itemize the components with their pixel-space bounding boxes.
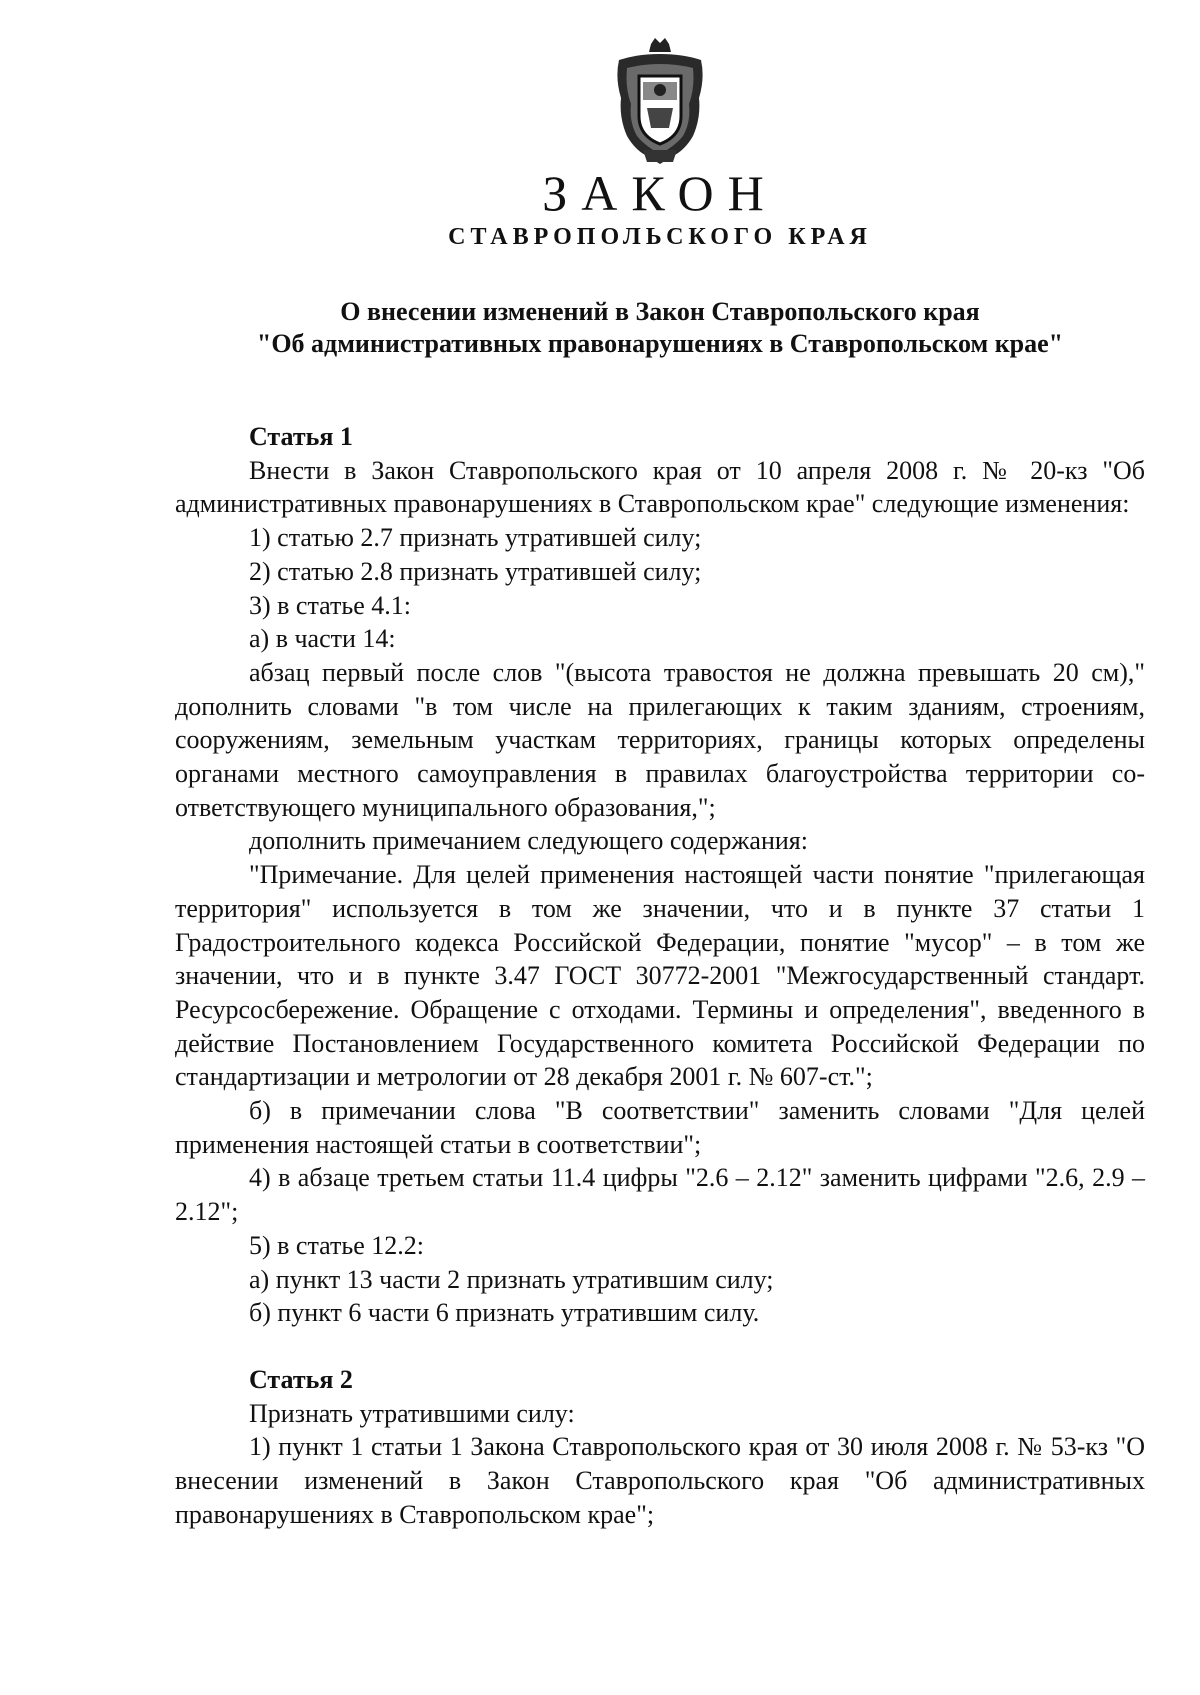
paragraph: 1) статью 2.7 признать утратившей силу; xyxy=(249,523,702,553)
paragraph: Внести в Закон Ставропольского края от 10 апреля 2008 г. № 20-кз "Об административных правонарушениях в Ставропольском крае" следующие изменения: xyxy=(175,455,1145,519)
region-subtitle: СТАВРОПОЛЬСКОГО КРАЯ xyxy=(448,224,872,250)
paragraph: дополнить примечанием следующего содержания: xyxy=(249,826,808,856)
document-body xyxy=(175,420,1145,1532)
paragraph: б) в примечании слова "В соответствии" заменить словами "Для целей применения настоящей статьи в соответствии"; xyxy=(175,1096,1145,1159)
paragraph: 5) в статье 12.2: xyxy=(249,1230,425,1260)
document-title-line: О внесении изменений в Закон Ставропольского края xyxy=(340,297,980,326)
paragraph: 3) в статье 4.1: xyxy=(249,590,412,620)
document-title xyxy=(180,296,1140,360)
paragraph: "Примечание. Для целей применения настоящей части понятие "прилегающая территория" используется в том же значении, что и в пункте 37 статьи 1 Градостроительного кодекса Российской Федерации, понятие "мусор" – в том же значении, что и в пункте 3.47 ГОСТ 30772-2001 "Межгосударственный стандарт. Ресурсосбережение. Обращение с отходами. Термины и определения", введенного в действие Постановлением Государственного комитета Российской Федерации по стандартизации и метрологии от 28 декабря 2001 г. № 607-ст."; xyxy=(175,860,1145,1092)
paragraph: б) пункт 6 части 6 признать утратившим силу. xyxy=(249,1298,760,1328)
paragraph: 4) в абзаце третьем статьи 11.4 цифры "2.6 – 2.12" заменить цифрами "2.6, 2.9 – 2.12"; xyxy=(175,1163,1145,1227)
document-title-line: "Об административных правонарушениях в Ставропольском крае" xyxy=(256,329,1064,358)
law-title: ЗАКОН xyxy=(542,165,778,221)
paragraph: 2) статью 2.8 признать утратившей силу; xyxy=(249,556,702,586)
article-heading: Статья 2 xyxy=(249,1364,353,1394)
paragraph: Признать утратившими силу: xyxy=(249,1398,575,1428)
paragraph: а) пункт 13 части 2 признать утратившим силу; xyxy=(249,1264,774,1294)
paragraph: абзац первый после слов "(высота травостоя не должна превышать 20 см)," дополнить словами "в том числе на прилегающих к таким зданиям, строениям, сооружениям, земельным участкам территориях, границы которых определены органами местного самоуправления в правилах благоустройства территории соответствующего муниципального образования,"; xyxy=(175,657,1145,822)
paragraph: 1) пункт 1 статьи 1 Закона Ставропольского края от 30 июля 2008 г. № 53-кз "О внесении изменений в Закон Ставропольского края "Об административных правонарушениях в Ставропольском крае"; xyxy=(175,1432,1145,1529)
paragraph: а) в части 14: xyxy=(249,624,396,654)
coat-of-arms-icon xyxy=(613,38,707,166)
article-heading: Статья 1 xyxy=(249,422,353,451)
section-spacer xyxy=(175,1330,1145,1363)
